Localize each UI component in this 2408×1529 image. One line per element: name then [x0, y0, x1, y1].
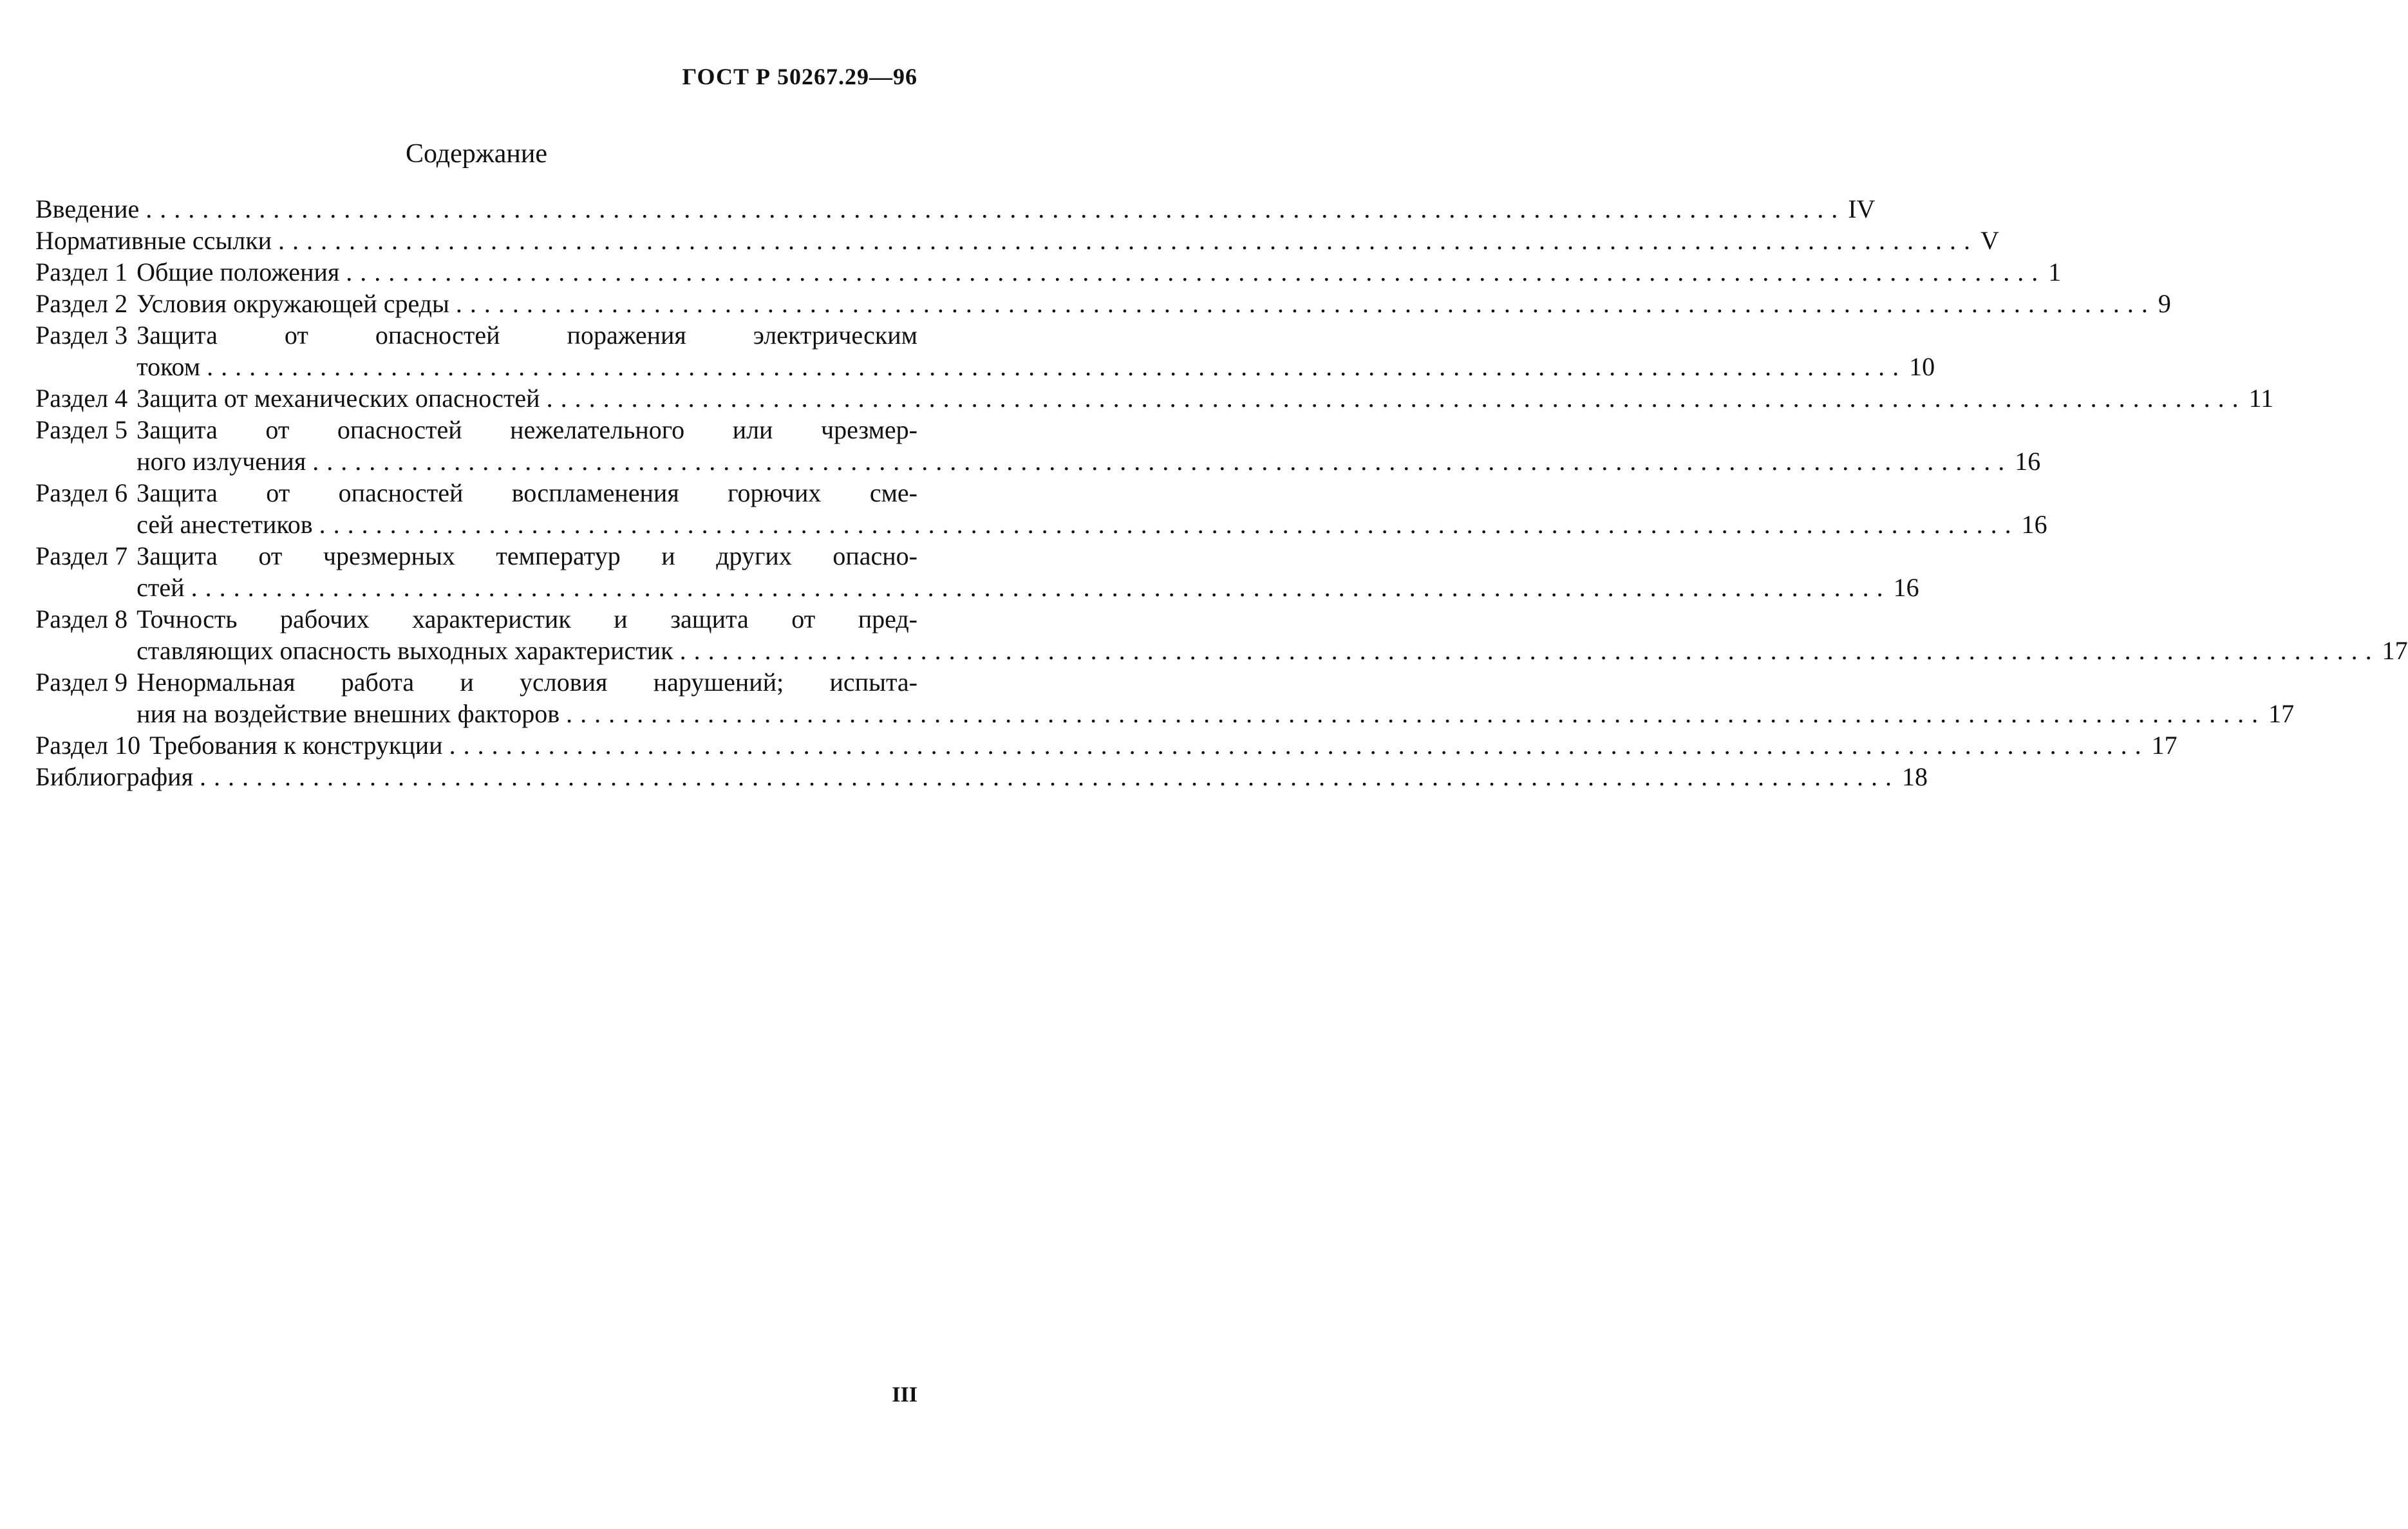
toc-entry-section-label: Раздел 5	[35, 415, 128, 444]
toc-entry-section-label: Раздел 1	[35, 258, 128, 286]
toc-entry[interactable]	[35, 603, 2408, 666]
toc-entry-title-line: током	[136, 352, 201, 381]
toc-entry-page: 16	[2021, 510, 2047, 539]
toc-entry-page: 17	[2151, 731, 2178, 760]
toc-entry-title-line: Защита от опасностей нежелательного или чрезмер-	[136, 415, 917, 444]
toc-entry-section-label: Раздел 3	[35, 321, 128, 350]
toc-entry-title-line: Защита от механических опасностей	[136, 384, 540, 413]
toc-entry-page: 16	[1893, 573, 1919, 602]
toc-entry-section-label: Раздел 2	[35, 289, 128, 318]
toc-entry[interactable]	[35, 256, 2062, 288]
toc-entry-section-label: Раздел 10	[35, 731, 141, 760]
toc-entry-page: 17	[2382, 636, 2408, 665]
toc-entry-title-line: Введение	[35, 194, 140, 223]
dot-leader: ........................................................................................................................	[191, 573, 1891, 602]
dot-leader: ........................................................................................................................	[199, 762, 1899, 791]
toc-entry-section-label: Раздел 7	[35, 541, 128, 570]
toc-entry-page: 9	[2158, 289, 2171, 318]
toc-entry[interactable]	[35, 729, 2178, 761]
dot-leader: ........................................................................................................................	[278, 226, 1979, 255]
toc-entry-title-line: Защита от опасностей воспламенения горючих сме-	[136, 478, 917, 507]
table-of-contents	[35, 193, 2408, 793]
toc-entry-section-label: Раздел 8	[35, 605, 128, 633]
toc-entry-page: V	[1980, 226, 1999, 255]
toc-entry[interactable]	[35, 193, 1876, 225]
toc-entry[interactable]	[35, 382, 2274, 414]
toc-entry[interactable]	[35, 477, 2047, 540]
toc-entry-page: 17	[2268, 699, 2295, 728]
toc-entry-title-line: Библиография	[35, 762, 193, 791]
dot-leader: ........................................................................................................................	[546, 384, 2246, 413]
toc-entry-page: 10	[1909, 352, 1935, 381]
toc-entry[interactable]	[35, 761, 1928, 793]
toc-entry-page: IV	[1848, 194, 1876, 223]
toc-entry-section-label: Раздел 4	[35, 384, 128, 413]
toc-entry[interactable]	[35, 666, 2295, 729]
toc-entry[interactable]	[35, 540, 1919, 603]
toc-entry-page: 16	[2015, 447, 2041, 476]
toc-entry[interactable]	[35, 414, 2041, 477]
toc-entry-title-line: Защита от чрезмерных температур и других опасно-	[136, 541, 917, 570]
toc-entry-title-line: стей	[136, 573, 185, 602]
dot-leader: ........................................................................................................................	[566, 699, 2266, 728]
dot-leader: ........................................................................................................................	[312, 447, 2013, 476]
dot-leader: ........................................................................................................................	[207, 352, 1907, 381]
toc-entry-title-line: Требования к конструкции	[149, 731, 443, 760]
toc-entry-page: 1	[2048, 258, 2062, 286]
page-number: III	[892, 1383, 917, 1407]
dot-leader: ........................................................................................................................	[319, 510, 2019, 539]
dot-leader: ........................................................................................................................	[346, 258, 2046, 286]
toc-entry-title-line: Ненормальная работа и условия нарушений; испыта-	[136, 668, 917, 697]
toc-entry-section-label: Раздел 6	[35, 478, 128, 507]
toc-entry-page: 11	[2248, 384, 2274, 413]
toc-entry-title-line: сей анестетиков	[136, 510, 313, 539]
toc-entry-title-line: ного излучения	[136, 447, 306, 476]
toc-entry[interactable]	[35, 288, 2171, 319]
dot-leader: ........................................................................................................................	[679, 636, 2380, 665]
dot-leader: ........................................................................................................................	[449, 731, 2149, 760]
toc-entry-section-label: Раздел 9	[35, 668, 128, 697]
toc-entry-title-line: ния на воздействие внешних факторов	[136, 699, 560, 728]
dot-leader: ........................................................................................................................	[146, 194, 1846, 223]
document-code: ГОСТ Р 50267.29—96	[682, 64, 917, 89]
toc-entry-title-line: Условия окружающей среды	[136, 289, 449, 318]
toc-title: Содержание	[405, 139, 548, 169]
toc-entry-title-line: Защита от опасностей поражения электрическим	[136, 321, 917, 350]
toc-entry[interactable]	[35, 319, 1935, 382]
toc-entry-title-line: ставляющих опасность выходных характеристик	[136, 636, 673, 665]
toc-entry[interactable]	[35, 225, 1999, 256]
toc-entry-title-line: Точность рабочих характеристик и защита от пред-	[136, 605, 917, 633]
dot-leader: ........................................................................................................................	[455, 289, 2156, 318]
toc-entry-title-line: Нормативные ссылки	[35, 226, 272, 255]
toc-entry-page: 18	[1901, 762, 1928, 791]
toc-entry-title-line: Общие положения	[136, 258, 340, 286]
